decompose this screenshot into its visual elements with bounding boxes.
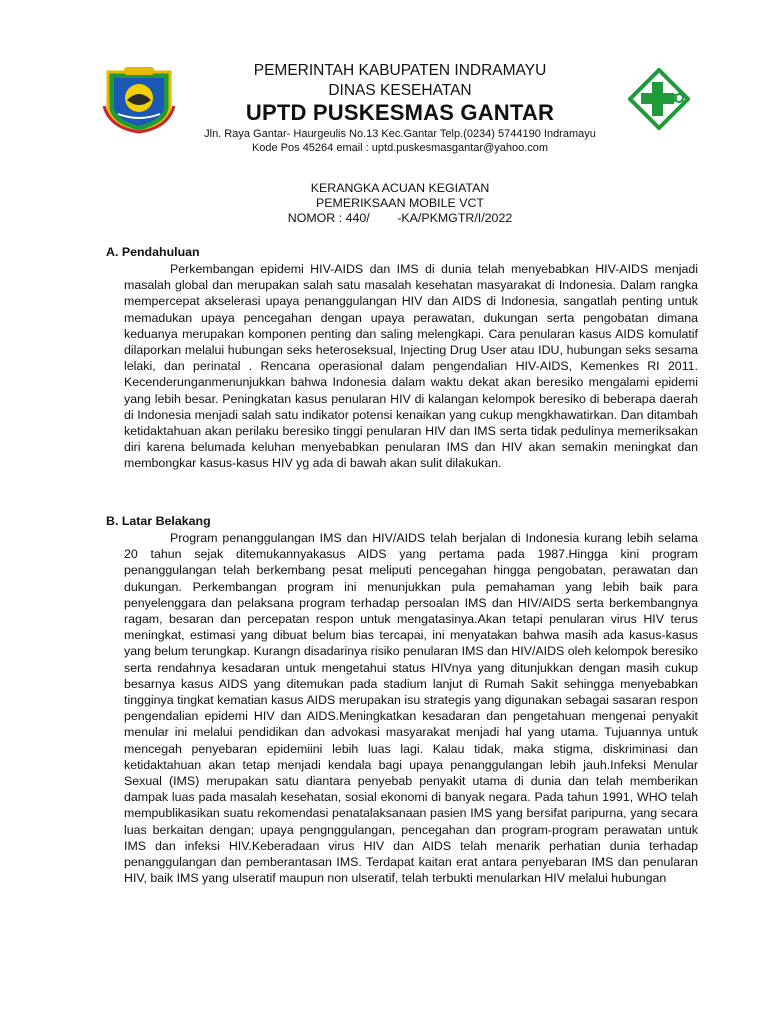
section-body-pendahuluan: Perkembangan epidemi HIV-AIDS dan IMS di dunia telah menyebabkan HIV-AIDS menjadi masalah global dan merupakan salah satu masalah kesehatan masyarakat di Indonesia. Dalam rangka mempercepat akselerasi upaya penanggulangan HIV dan AIDS di Indonesia, sangatlah penting untuk memadukan upaya pencegahan dengan upaya perawatan, dukungan serta pengobatan dimana keduanya merupakan komponen penting dan saling melengkapi. Cara penularan kasus AIDS komulatif dilaporkan melalui hubungan seks heteroseksual, Injecting Drug User atau IDU, hubungan seks sesama lelaki, dan perinatal . Rencana operasional dalam pengendalian HIV-AIDS, Kemenkes RI 2011. Kecenderunganmenunjukkan bahwa Indonesia dalam waktu dekat akan beresiko mengalami epidemi yang lebih besar. Peningkatan kasus penularan HIV di kalangan kelompok beresiko di beberapa daerah di Indonesia menjadi salah satu indikator potensi kenaikan yang cukup mengkhawatirkan. Dan ditambah ketidaktahuan akan perilaku beresiko tinggi penularan HIV dan IMS serta tidak pedulinya memeriksakan diri karena belumada keluhan menyebabkan penularan IMS dan HIV akan semakin meningkat dan membongkar kasus-kasus HIV yg ada di bawah akan sulit dilakukan. [124, 262, 698, 471]
document-number: NOMOR : 440/ -KA/PKMGTR/I/2022 [287, 211, 513, 225]
document-subtitle: PEMERIKSAAN MOBILE VCT [316, 196, 484, 210]
letterhead-government: PEMERINTAH KABUPATEN INDRAMAYU [253, 62, 547, 79]
section-heading-pendahuluan: A. Pendahuluan [106, 245, 200, 259]
letterhead-address: Jln. Raya Gantar- Haurgeulis No.13 Kec.Gantar Telp.(0234) 5744190 Indramayu [204, 128, 596, 140]
letterhead-department: DINAS KESEHATAN [328, 82, 472, 99]
document-title: KERANGKA ACUAN KEGIATAN [310, 181, 490, 195]
letterhead-institution: UPTD PUSKESMAS GANTAR [245, 100, 555, 125]
letterhead-postal: Kode Pos 45264 email : uptd.puskesmasgantar@yahoo.com [251, 142, 549, 154]
section-body-latar-belakang: Program penanggulangan IMS dan HIV/AIDS telah berjalan di Indonesia kurang lebih selama 20 tahun sejak ditemukannyakasus AIDS yang pertama pada 1987.Hingga kini program penanggulangan telah berkembang pesat meliputi pencegahan hingga pengobatan, perawatan dan dukungan. Perkembangan program ini menunjukkan pula pemahaman yang lebih baik para penyelenggara dan pelaksana program terhadap persoalan IMS dan HIV/AIDS serta berkembangnya ragam, besaran dan percepatan respon untuk mengatasinya.Akan tetapi penularan virus HIV terus meningkat, estimasi yang dibuat belum bias tercapai, ini menyatakan bahwa masih ada kasus-kasus yang belum terungkap. Kurangn disadarinya risiko penularan IMS dan HIV/AIDS oleh kelompok beresiko serta rendahnya kesadaran untuk mengetahui status HIVnya yang ditunjukkan dengan masih cukup besarnya kasus AIDS yang ditemukan pada stadium lanjut di Rumah Sakit sehingga menyebabkan tingginya tingkat kematian kasus AIDS merupakan isu strategis yang digunakan sebagai sasaran respon pengendalian epidemi HIV dan AIDS.Meningkatkan kesadaran dan pengetahuan mengenai penyakit menular ini melalui pendidikan dan advokasi masyarakat menjadi hal yang utama. Tujuannya untuk mencegah penyebaran epidemiini lebih luas lagi. Kalau tidak, maka stigma, diskriminasi dan ketidaktahuan akan tetap menjadi kendala bagi upaya penanggulangan lebih jauh.Infeksi Menular Sexual (IMS) merupakan satu diantara penyebab penyakit utama di dunia dan telah memberikan dampak luas pada masalah kesehatan, sosial ekonomi di banyak negara. Pada tahun 1991, WHO telah mempublikasikan suatu rekomendasi penatalaksanaan pasien IMS yang bersifat paripurna, yang secara luas berkaitan dengan; upaya pengnggulangan, pencegahan dan program-program perawatan untuk IMS dan infeksi HIV.Keberadaan virus HIV dan AIDS telah menarik perhatian dunia terhadap penanggulangan dan pemberantasan IMS. Terdapat kaitan erat antara penyebaran IMS dan penularan HIV, baik IMS yang ulseratif maupun non ulseratif, telah terbukti menularkan HIV melalui hubungan [124, 531, 698, 886]
section-heading-latar-belakang: B. Latar Belakang [106, 514, 211, 528]
